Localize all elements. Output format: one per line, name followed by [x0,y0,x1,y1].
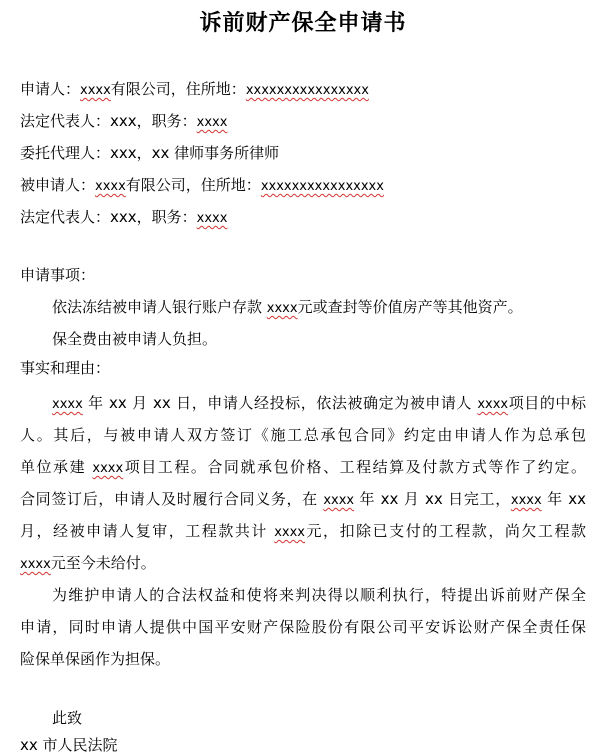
respondent-line [20,175,586,197]
respondent-rep-line [20,207,586,229]
claim-item-1-amount: xxxx [266,301,298,316]
respondent-label: 被申请人： [20,176,96,194]
respondent-rep-label: 法定代表人：xxx，职务： [20,208,197,226]
agent-line: 委托代理人：xxx，xx 律师事务所律师 [20,144,280,162]
respondent-name: xxxx [95,179,126,194]
claim-item-1 [52,297,586,319]
facts-line-6-text-b: 元至今未给付。 [50,554,156,572]
document-title: 诉前财产保全申请书 [199,10,407,36]
facts-line-1-text-b: 年 xx 月 xx 日，申请人经投标，依法被确定为被申请人 [82,394,478,412]
claim-item-1-text-b: 元或查封等价值房产等其他资产。 [297,298,523,316]
closing-salutation: 此致 [52,709,83,727]
facts-line-3-text-a: 单位承建 [20,458,93,476]
applicant-line [20,79,586,101]
facts-line-4-text-a: 合同签订后，申请人及时履行合同义务，在 [20,490,324,508]
facts-line-1 [52,393,586,415]
closing-court: xx 市人民法院 [20,736,118,754]
facts-line-4-text-e: 年 xx [541,490,586,508]
facts-line-4-text-c: 年 xx 月 xx 日完工， [354,490,511,508]
request-line-2: 申请，同时申请人提供中国平安财产保险股份有限公司平安诉讼财产保全责任保 [20,618,586,636]
facts-line-5-text-c: 元，扣除已支付的工程款，尚欠工程款 [305,522,586,540]
facts-heading: 事实和理由： [20,359,111,377]
facts-line-1-text-d: 项目的中标 [508,394,586,412]
claims-heading: 申请事项： [20,266,96,284]
facts-line-5-text-a: 月，经被申请人复审，工程款共计 [20,522,275,540]
applicant-name: xxxx [80,83,111,98]
request-line-1: 为维护申请人的合法权益和使将来判决得以顺利执行，特提出诉前财产保全 [52,586,586,604]
respondent-rep-title: xxxx [196,211,228,226]
request-line-3: 险保单保函作为担保。 [20,650,171,668]
respondent-suffix: 有限公司，住所地： [125,176,261,194]
facts-project-1: xxxx [477,397,509,412]
facts-amount-owed: xxxx [20,557,51,572]
facts-year-2: xxxx [323,493,355,508]
facts-line-3 [20,457,586,479]
claim-item-2: 保全费由被申请人负担。 [52,330,218,348]
facts-line-6 [20,553,586,575]
claim-item-1-text-a: 依法冻结被申请人银行账户存款 [52,298,267,316]
respondent-address: xxxxxxxxxxxxxxxx [260,179,384,194]
applicant-suffix: 有限公司，住所地： [110,80,246,98]
facts-year-1: xxxx [52,397,83,412]
applicant-rep-title: xxxx [196,115,228,130]
facts-line-5 [20,521,586,543]
applicant-rep-label: 法定代表人：xxx，职务： [20,112,197,130]
facts-line-4 [20,489,586,511]
applicant-label: 申请人： [20,80,81,98]
applicant-address: xxxxxxxxxxxxxxxx [245,83,369,98]
applicant-rep-line [20,111,586,133]
facts-amount-total: xxxx [274,525,305,540]
facts-year-3: xxxx [510,493,542,508]
facts-line-3-text-c: 项目工程。合同就承包价格、工程结算及付款方式等作了约定。 [123,458,586,476]
facts-project-2: xxxx [92,461,124,476]
facts-line-2: 人。其后，与被申请人双方签订《施工总承包合同》约定由申请人作为总承包 [20,426,586,444]
